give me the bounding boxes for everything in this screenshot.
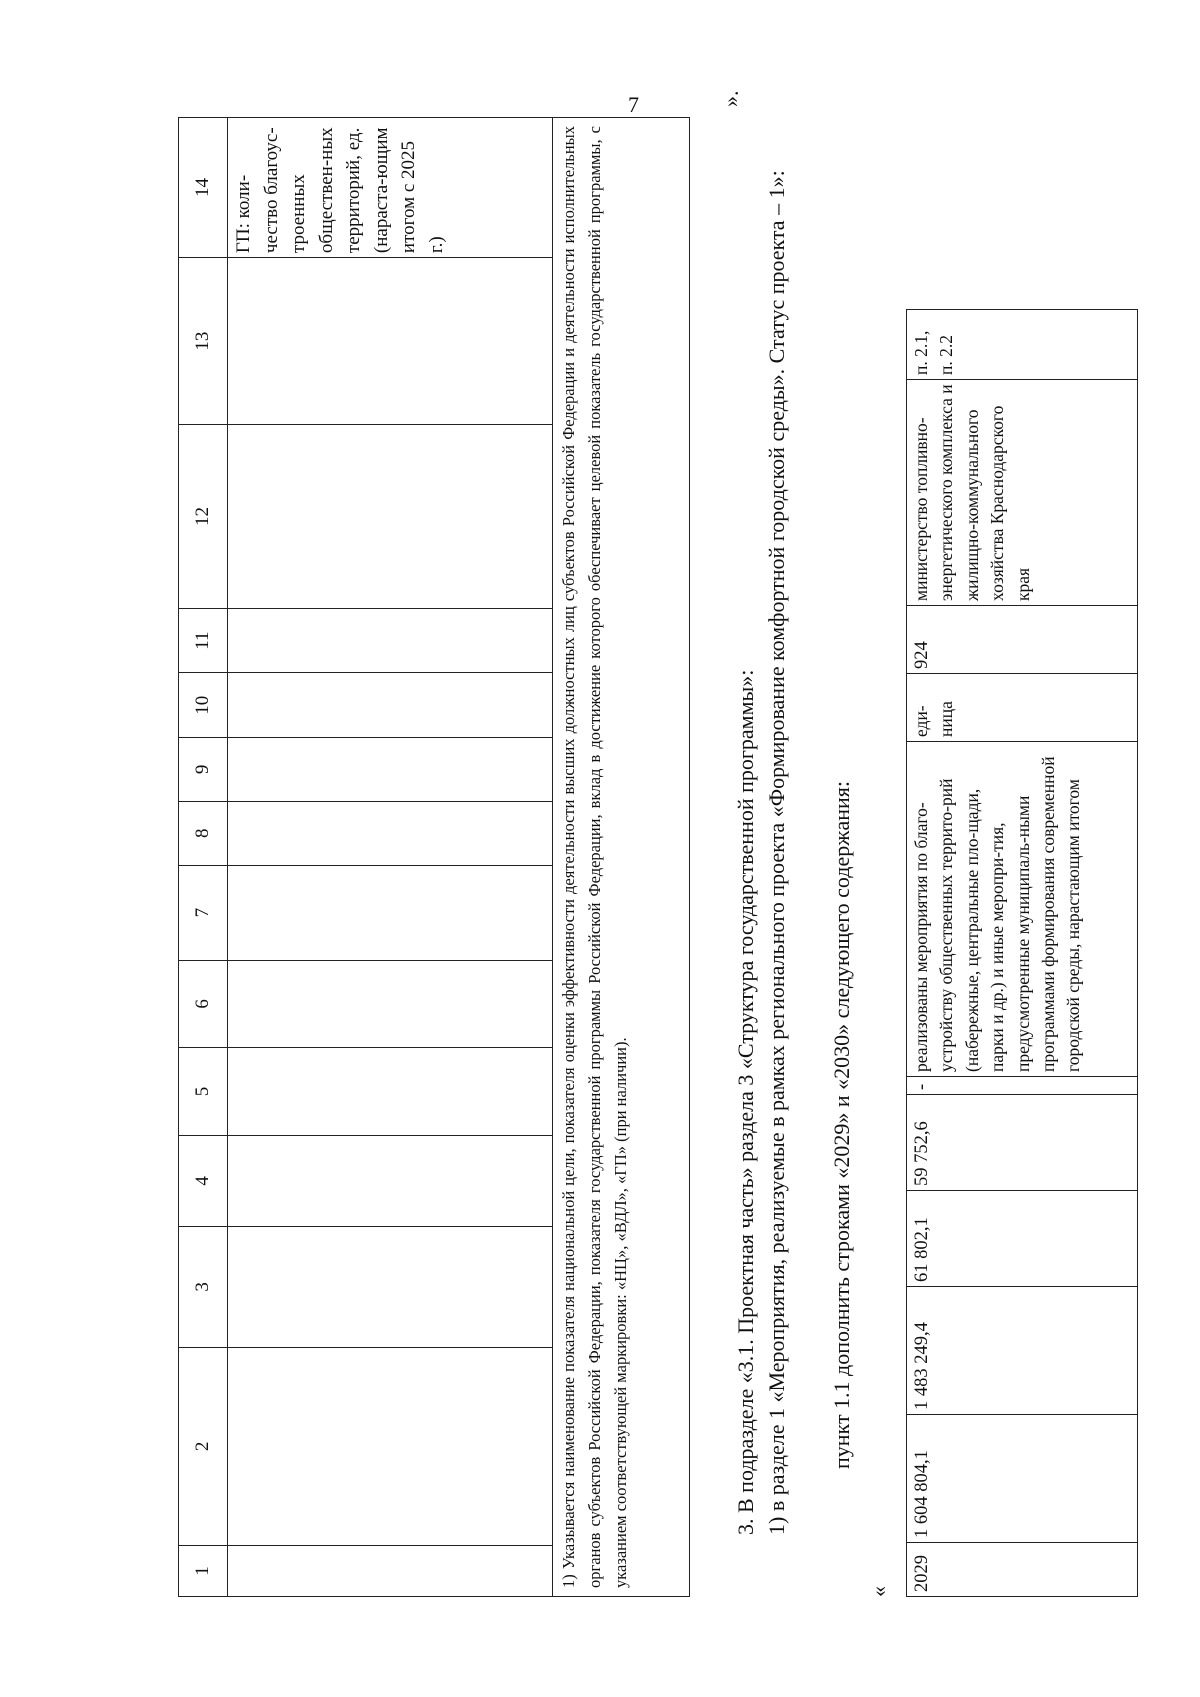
- opening-quote: «: [866, 1586, 891, 1597]
- reference-cell: п. 2.1, п. 2.2: [907, 310, 1138, 380]
- closing-quote: ».: [718, 90, 743, 107]
- year-cell: 2029: [907, 1543, 1138, 1597]
- indicators-table: [178, 117, 690, 1597]
- header-cell: 2: [179, 1347, 228, 1545]
- table-row: [228, 118, 553, 1597]
- header-cell: 7: [179, 865, 228, 960]
- code-cell: 924: [907, 606, 1138, 674]
- table-row-2029: [907, 310, 1138, 1597]
- header-cell: 3: [179, 1227, 228, 1348]
- unit-cell: еди-ница: [907, 674, 1138, 742]
- other-cell: -: [907, 1077, 1138, 1095]
- total-cell: 1 604 804,1: [907, 1415, 1138, 1543]
- page-number: 7: [628, 92, 639, 117]
- header-cell: 4: [179, 1135, 228, 1226]
- footnote-text: 1) Указывается наименование показателя национальной цели, показателя оценки эффективности деятельности высших должностных лиц субъектов Российской Федерации и деятельности исполнительных органов субъектов Российской Федерации, показателя государственной программы Российской Федерации, вклад в достижение которого обеспечивает целевой показатель государственной программы, с указанием соответствующей маркировки: «НЦ», «ВДЛ», «ГП» (при наличии).: [553, 118, 690, 1597]
- paragraph-point-1-1: пункт 1.1 дополнить строками «2029» и «2030» следующего содержания:: [829, 780, 854, 1469]
- header-cell: 13: [179, 258, 228, 425]
- header-cell: 12: [179, 425, 228, 609]
- executor-cell: министерство топливно-энергетического комплекса и жилищно-коммунального хозяйства Краснодарского края: [907, 380, 1138, 606]
- header-cell: 11: [179, 608, 228, 673]
- header-cell: 5: [179, 1048, 228, 1136]
- table-header-row: [179, 118, 228, 1597]
- local-cell: 59 752,6: [907, 1095, 1138, 1191]
- header-cell: 1: [179, 1546, 228, 1597]
- header-cell: 6: [179, 960, 228, 1048]
- rotated-content: [178, 90, 1138, 1597]
- result-cell: реализованы мероприятия по благо-устройству общественных террито-рий (набережные, центральные пло-щади, парки и др.) и иные меропри-тия, предусмотренные муниципаль-ными программами формирования современной городской среды, нарастающим итогом: [907, 742, 1138, 1077]
- indicator-name-cell: ГП: коли-чество благоус-троенных обществен-ных территорий, ед. (нараста-ющим итогом с 2025 г.): [228, 118, 553, 258]
- regional-cell: 61 802,1: [907, 1191, 1138, 1287]
- paragraph-section-3: 3. В подразделе «3.1. Проектная часть» раздела 3 «Структура государственной программы»:: [733, 669, 758, 1535]
- header-cell: 14: [179, 118, 228, 258]
- header-cell: 10: [179, 673, 228, 738]
- federal-cell: 1 483 249,4: [907, 1287, 1138, 1415]
- footnote-row: [553, 118, 690, 1597]
- measures-table: [906, 309, 1138, 1597]
- header-cell: 9: [179, 738, 228, 802]
- header-cell: 8: [179, 801, 228, 865]
- paragraph-item-1: 1) в разделе 1 «Мероприятия, реализуемые в рамках регионального проекта «Формирование комфортной городской среды». Статус проекта – 1»:: [764, 170, 789, 1535]
